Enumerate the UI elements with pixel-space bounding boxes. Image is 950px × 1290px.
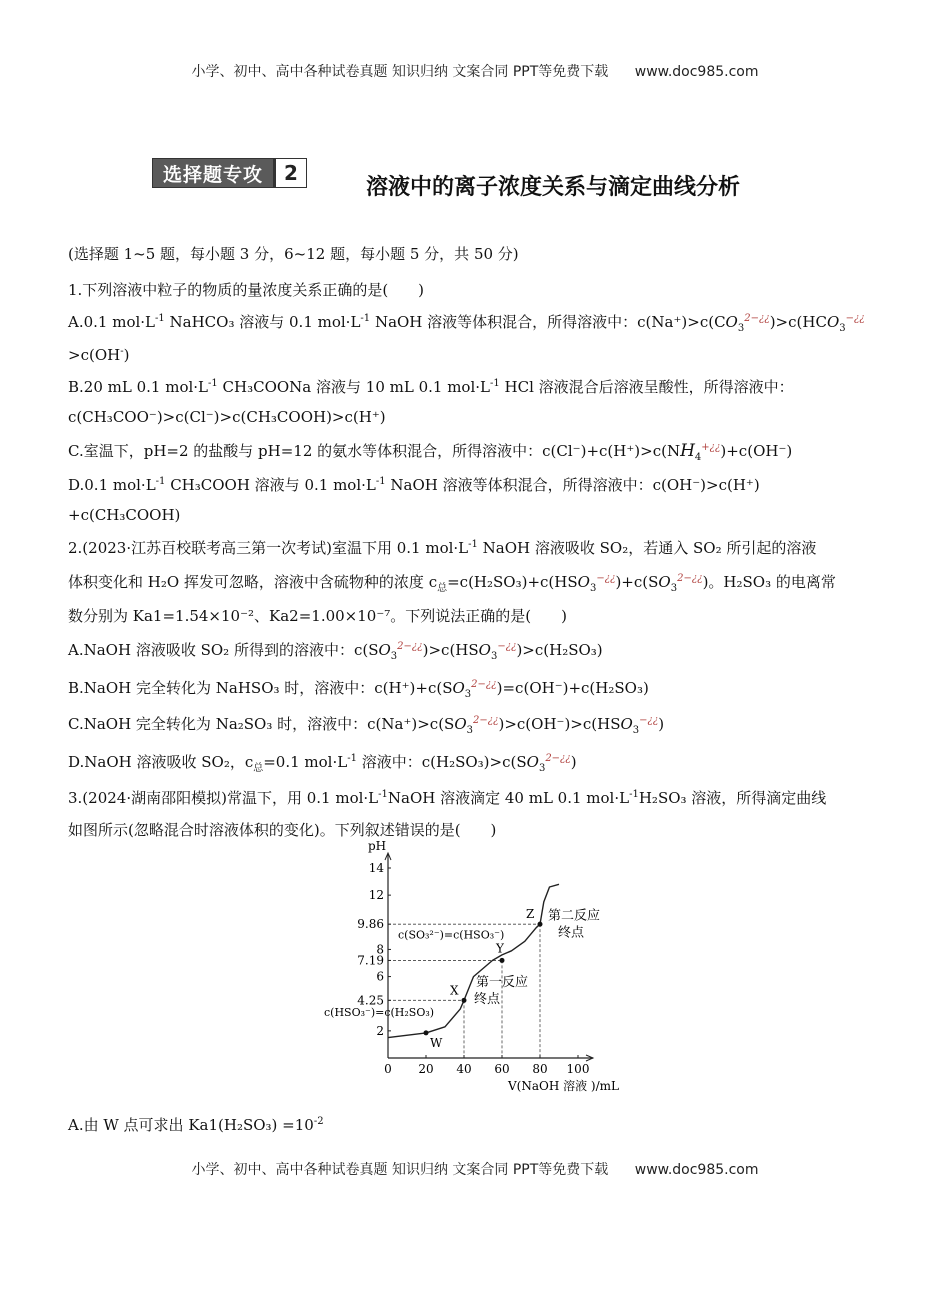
q1-option-a-cont: >c(OH-) (68, 346, 130, 364)
q2-option-d (68, 752, 577, 772)
page-footer (0, 1159, 950, 1179)
q2-c-c1: −¿¿ (639, 715, 659, 726)
q1-d-sup2: -1 (375, 476, 386, 487)
page-title: 溶液中的离子浓度关系与滴定曲线分析 (366, 175, 741, 200)
q2-stem-line1 (68, 538, 816, 558)
q1-d-part1: D.0.1 mol·L (68, 476, 156, 494)
q2-d-o: O (526, 753, 539, 771)
q2-l2a: 体积变化和 H₂O 挥发可忽略，溶液中含硫物种的浓度 c (68, 573, 438, 591)
q3-a-sup: -2 (313, 1116, 324, 1127)
q1-a-hco: )>c(HC (769, 313, 827, 331)
q2-l2-sub: 总 (437, 583, 448, 594)
x-tick-label: 40 (456, 1062, 472, 1076)
q1-a-part1: A.0.1 mol·L (68, 313, 156, 331)
q3-l1b: NaOH 溶液滴定 40 mL 0.1 mol·L (387, 789, 630, 807)
q2-l2-s3: 3 (589, 583, 597, 594)
page-header (0, 61, 950, 81)
q2-c2: )>c(OH⁻)>c(HS (498, 715, 621, 733)
eq-y-label: c(SO₃²⁻)=c(HSO₃⁻) (398, 928, 505, 942)
q2-c-o: O (454, 715, 467, 733)
q2-c-s: 3 (466, 725, 474, 736)
q1-option-b (68, 377, 794, 397)
q1-a-charge1: −¿¿ (845, 313, 865, 324)
q2-d4: ) (570, 753, 577, 771)
point-Z (538, 922, 543, 927)
y-tick-label: 14 (368, 861, 384, 875)
q1-option-c (68, 441, 792, 461)
q1-stem: 1.下列溶液中粒子的物质的量浓度关系正确的是( ) (68, 281, 425, 299)
y-tick-label: 2 (376, 1023, 384, 1038)
chart-dashed-lines (388, 924, 540, 1058)
q2-stem-line2 (68, 572, 836, 592)
q1-a-sub3b: 3 (839, 323, 846, 334)
q3-sup2: -1 (629, 789, 639, 800)
q2-c-o2: O (620, 715, 633, 733)
q1-a-sub3: 3 (737, 323, 745, 334)
q2-l1b: NaOH 溶液吸收 SO₂，若通入 SO₂ 所引起的溶液 (477, 539, 817, 557)
q2-a-o2: O (478, 641, 491, 659)
q1-a-sup2: -1 (360, 313, 371, 324)
q2-l2-c2: 2−¿¿ (677, 573, 703, 584)
q1-b-part2: CH₃COONa 溶液与 10 mL 0.1 mol·L (217, 378, 490, 396)
q1-a-o3b: O (826, 313, 840, 331)
q1-c-part1: C.室温下，pH=2 的盐酸与 pH=12 的氨水等体积混合，所得溶液中：c(Cl⁻)+c(H⁺)>c(N (68, 442, 681, 460)
q3-stem-line2: 如图所示(忽略混合时溶液体积的变化)。下列叙述错误的是( ) (68, 821, 497, 839)
q2-d-sup: -1 (347, 753, 357, 764)
q2-d-sub: 总 (253, 763, 264, 774)
x-axis-label: V(NaOH 溶液 )/mL (508, 1079, 620, 1093)
y-tick-label: 9.86 (357, 917, 384, 932)
q2-l2d: )。H₂SO₃ 的电离常 (702, 573, 836, 591)
second-end-label-2: 终点 (558, 925, 585, 941)
q2-d1: D.NaOH 溶液吸收 SO₂，c (68, 753, 254, 771)
section-title-badge (152, 158, 307, 188)
q3-option-a (68, 1115, 324, 1135)
x-tick-label: 80 (532, 1062, 548, 1076)
q2-option-a (68, 640, 603, 660)
q1-b-sup2: -1 (490, 378, 500, 389)
titration-chart (300, 839, 640, 1103)
point-label-X: X (450, 983, 459, 998)
point-label-W: W (430, 1035, 443, 1050)
q1-option-d-cont: +c(CH₃COOH) (68, 506, 181, 524)
q1-a-part5: ) (123, 346, 130, 364)
q2-stem-line3: 数分别为 Ka1=1.54×10⁻²、Ka2=1.00×10⁻⁷。下列说法正确的是( ) (68, 607, 567, 625)
intro-text: (选择题 1~5 题，每小题 3 分，6~12 题，每小题 5 分，共 50 分) (68, 245, 519, 263)
q2-d-c2: 2−¿¿ (545, 753, 571, 764)
header-url[interactable]: www.doc985.com (634, 64, 759, 80)
q3-sup1: -1 (378, 789, 388, 800)
q2-l2-o2: O (658, 573, 671, 591)
q1-a-part2: NaHCO₃ 溶液与 0.1 mol·L (164, 313, 361, 331)
q2-a-s: 3 (390, 651, 398, 662)
badge-number: 2 (273, 159, 306, 187)
q2-a3: )>c(H₂SO₃) (516, 641, 603, 659)
q1-c-sub4: 4 (694, 452, 702, 463)
q1-b-sup1: -1 (208, 378, 218, 389)
q1-a-part4: >c(OH (68, 346, 121, 364)
y-tick-label: 12 (368, 888, 384, 903)
q2-d2: =0.1 mol·L (263, 753, 348, 771)
q1-option-a (68, 312, 865, 332)
q2-b-s: 3 (464, 689, 472, 700)
q1-a-charge2: 2−¿¿ (744, 313, 770, 324)
q2-c1: C.NaOH 完全转化为 Na₂SO₃ 时，溶液中：c(Na⁺)>c(S (68, 715, 455, 733)
point-label-Z: Z (526, 907, 535, 922)
q2-d-s: 3 (538, 763, 546, 774)
q2-l2c: )+c(S (615, 573, 659, 591)
q3-l1c: H₂SO₃ 溶液，所得滴定曲线 (638, 789, 827, 807)
footer-url[interactable]: www.doc985.com (634, 1162, 759, 1178)
q3-l1a: 3.(2024·湖南邵阳模拟)常温下，用 0.1 mol·L (68, 789, 379, 807)
q2-b-c2: 2−¿¿ (471, 679, 497, 690)
q2-a2: )>c(HS (422, 641, 479, 659)
q1-c-charge: +¿¿ (701, 442, 721, 453)
first-end-label-1: 第一反应 (476, 975, 529, 991)
footer-text: 小学、初中、高中各种试卷真题 知识归纳 文案合同 PPT等免费下载 (191, 1162, 609, 1178)
q1-a-sup1: -1 (155, 313, 165, 324)
eq-w-label: c(HSO₃⁻)=c(H₂SO₃) (324, 1005, 435, 1019)
q2-b1: B.NaOH 完全转化为 NaHSO₃ 时，溶液中：c(H⁺)+c(S (68, 679, 453, 697)
point-X (462, 998, 467, 1003)
q2-a-c1: −¿¿ (497, 641, 517, 652)
q2-l1-sup: -1 (468, 539, 478, 550)
header-text: 小学、初中、高中各种试卷真题 知识归纳 文案合同 PPT等免费下载 (191, 64, 609, 80)
y-tick-label: 8 (376, 942, 384, 957)
q1-c-part2: )+c(OH⁻) (720, 442, 793, 460)
q1-b-part3: HCl 溶液混合后溶液呈酸性，所得溶液中： (499, 378, 794, 396)
q2-option-c (68, 714, 664, 734)
q1-d-part3: NaOH 溶液等体积混合，所得溶液中：c(OH⁻)>c(H⁺) (385, 476, 760, 494)
q1-d-part2: CH₃COOH 溶液与 0.1 mol·L (165, 476, 376, 494)
q2-option-b (68, 678, 649, 698)
q2-l2-c1: −¿¿ (596, 573, 616, 584)
x-tick-label: 60 (494, 1062, 510, 1076)
q2-l2b: =c(H₂SO₃)+c(HS (447, 573, 578, 591)
q1-a-conc: c(Na⁺)>c(C (637, 313, 726, 331)
q1-a-part3: NaOH 溶液等体积混合，所得溶液中： (370, 313, 638, 331)
q2-l1a: 2.(2023·江苏百校联考高三第一次考试)室温下用 0.1 mol·L (68, 539, 469, 557)
chart-axes (368, 839, 619, 1093)
q2-c-c2: 2−¿¿ (473, 715, 499, 726)
y-axis-label: pH (368, 839, 387, 853)
y-tick-label: 4.25 (357, 993, 384, 1008)
q3-a1: A.由 W 点可求出 Ka1(H₂SO₃) =10 (68, 1116, 314, 1134)
q1-d-sup1: -1 (155, 476, 166, 487)
q2-l2-o: O (577, 573, 590, 591)
second-end-label-1: 第二反应 (548, 908, 601, 924)
q1-option-b-cont: c(CH₃COO⁻)>c(Cl⁻)>c(CH₃COOH)>c(H⁺) (68, 408, 386, 426)
q1-option-d (68, 475, 760, 495)
y-tick-label: 6 (376, 969, 384, 984)
x-tick-label: 20 (418, 1062, 434, 1076)
q2-d3: 溶液中：c(H₂SO₃)>c(S (356, 753, 527, 771)
q2-b2: )=c(OH⁻)+c(H₂SO₃) (496, 679, 649, 697)
q2-a-c2: 2−¿¿ (397, 641, 423, 652)
q1-a-o3: O (725, 313, 738, 331)
point-Y (500, 958, 505, 963)
q2-a-o: O (378, 641, 391, 659)
x-tick-label: 0 (384, 1062, 392, 1076)
q2-c-s2: 3 (632, 725, 640, 736)
q3-stem-line1 (68, 788, 826, 808)
q1-c-h: H (680, 441, 695, 461)
x-tick-label: 100 (566, 1062, 590, 1076)
q2-a-s2: 3 (490, 651, 498, 662)
q2-b-o: O (452, 679, 465, 697)
q1-b-part1: B.20 mL 0.1 mol·L (68, 378, 209, 396)
chart-ticks (357, 861, 589, 1076)
badge-label: 选择题专攻 (153, 159, 273, 187)
q2-c3: ) (658, 715, 665, 733)
first-end-label-2: 终点 (474, 992, 501, 1008)
q2-l2-s3b: 3 (670, 583, 678, 594)
point-label-Y: Y (496, 941, 504, 956)
point-W (424, 1030, 429, 1035)
q2-a1: A.NaOH 溶液吸收 SO₂ 所得到的溶液中：c(S (68, 641, 379, 659)
y-tick-label: 7.19 (357, 953, 384, 968)
